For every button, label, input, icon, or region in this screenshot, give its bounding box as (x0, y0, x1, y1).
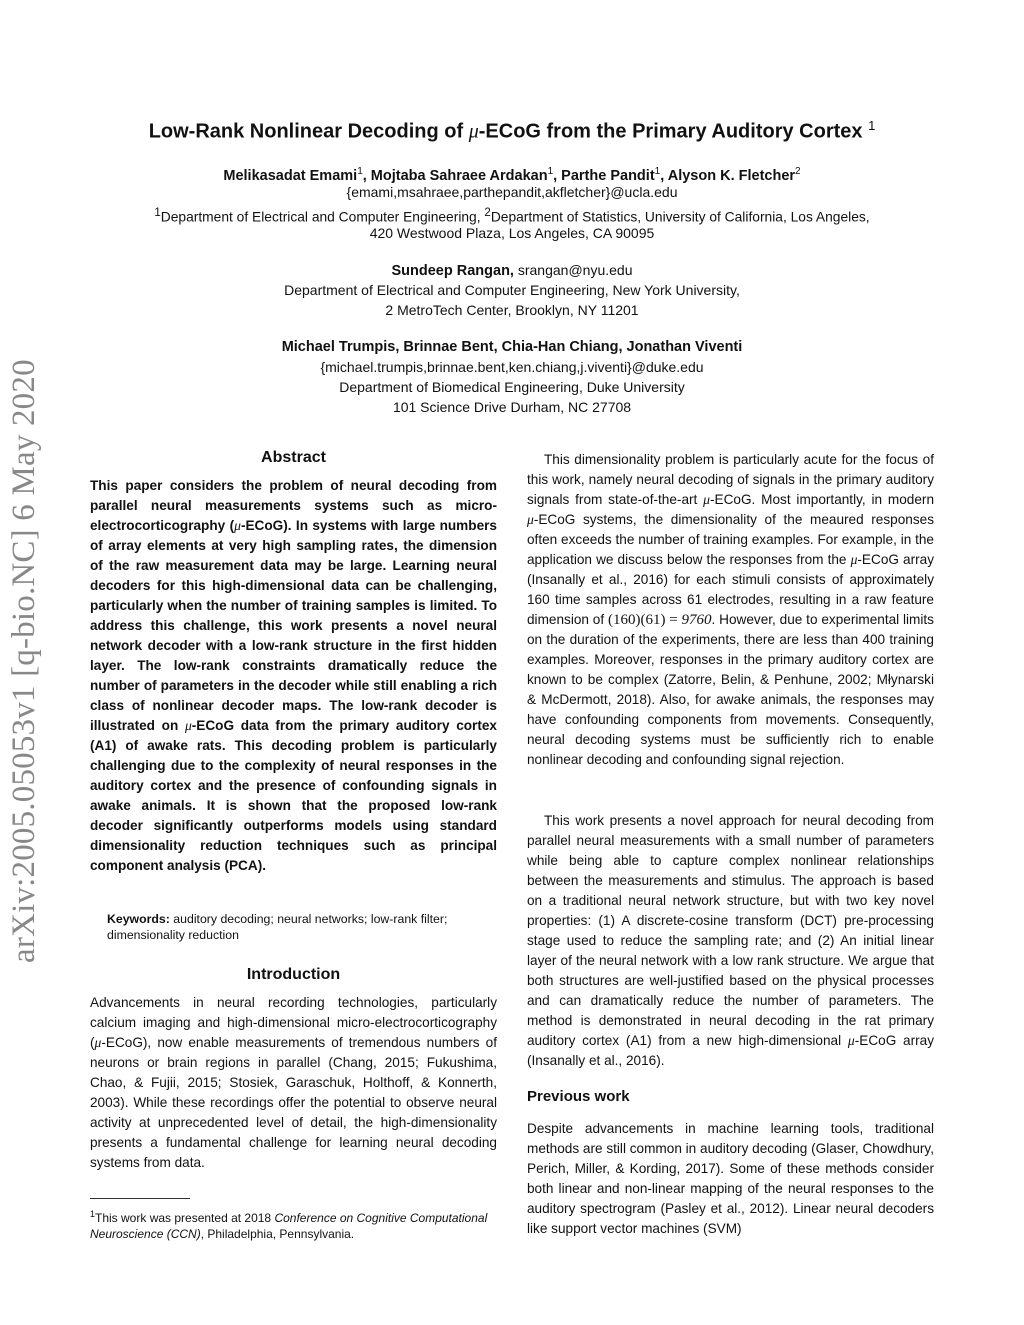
address-group-3: 101 Science Drive Durham, NC 27708 (392, 399, 632, 415)
title-mu: μ (468, 120, 479, 143)
author-rangan: Sundeep Rangan, (391, 263, 514, 279)
email-group-3: {michael.trumpis,brinnae.bent,ken.chiang,j.viventi}@duke.edu (320, 359, 704, 375)
right-paragraph-1: This dimensionality problem is particularly acute for the focus of this work, namely neural decoding of signals in the primary auditory signals from state-of-the-art μ-ECoG. Most importantly, in modern μ-ECoG systems, the dimensionality of the meaured responses often exceeds the number of training examples. For example, in the application we discuss below the responses from the μ-ECoG array (Insanally et al., 2016) for each stimuli consists of approximately 160 time samples across 61 electrodes, resulting in a raw feature dimension of (160)(61) = 9760. However, due to experimental limits on the duration of the experiments, there are less than 400 training examples. Moreover, responses in the primary auditory cortex are known to be complex (Zatorre, Belin, & Penhune, 2002; Młynarski & McDermott, 2018). Also, for awake animals, the responses may have confounding components from movements. Consequently, neural decoding systems must be sufficiently rich to enable nonlinear decoding and confounding signal rejection. (527, 452, 935, 767)
email-group-2: srangan@nyu.edu (517, 262, 633, 278)
dept-group-2: Department of Electrical and Computer Engineering, New York University, (284, 282, 740, 298)
footnote-mark: 1 (90, 1209, 96, 1219)
footnote-text: This work was presented at 2018 Conference on Cognitive Computational Neuroscience (CCN), Philadelphia, Pennsylvania. (90, 1211, 488, 1241)
title-part-1: Low-Rank Nonlinear Decoding of (148, 120, 469, 143)
right-paragraph-2: This work presents a novel approach for neural decoding from parallel neural measurements with a small number of parameters while being able to capture complex nonlinear relationships between the measurements and stimulus. The approach is based on a traditional neural network structure, but with two key novel properties: (1) A discrete-cosine transform (DCT) pre-processing stage used to reduce the sampling rate; and (2) An initial linear layer of the neural network with a low rank structure. We argue that both structures are well-justified based on the physical processes and can dramatically reduce the number of parameters. The method is demonstrated in neural decoding in the rat primary auditory cortex (A1) from a new high-dimensional μ-ECoG array (Insanally et al., 2016). (527, 813, 935, 1068)
authors-group-3: Michael Trumpis, Brinnae Bent, Chia-Han Chiang, Jonathan Viventi (281, 339, 743, 355)
keywords-label: Keywords: (107, 912, 170, 926)
footnote (90, 1206, 497, 1242)
introduction-paragraph: Advancements in neural recording technologies, particularly calcium imaging and high-dimensional micro-electrocorticography (μ-ECoG), now enable measurements of tremendous numbers of neurons or brain regions in parallel (Chang, 2015; Fukushima, Chao, & Fujii, 2015; Stosiek, Garaschuk, Holthoff, & Konnerth, 2003). While these recordings offer the potential to observe neural activity at unprecedented level of detail, the high-dimensionality presents a fundamental challenge for learning neural decoding systems from data. (90, 995, 497, 1170)
authors-group-2 (60, 260, 964, 281)
address-group-2: 2 MetroTech Center, Brooklyn, NY 11201 (385, 302, 639, 318)
arxiv-stamp: arXiv:2005.05053v1 [q-bio.NC] 6 May 2020 (6, 359, 42, 963)
abstract-text: This paper considers the problem of neural decoding from parallel neural measurements systems such as micro-electrocorticography (μ-ECoG). In systems with large numbers of array elements at very high sampling rates, the dimension of the raw measurement data may be large. Learning neural decoders for this high-dimensional data can be challenging, particularly when the number of training samples is limited. To address this challenge, this work presents a novel neural network decoder with a low-rank structure in the first hidden layer. The low-rank constraints dramatically reduce the number of parameters in the decoder while still enabling a rich class of nonlinear decoder maps. The low-rank decoder is illustrated on μ-ECoG data from the primary auditory cortex (A1) of awake rats. This decoding problem is particularly challenging due to the complexity of neural responses in the auditory cortex and the presence of confounding signals in awake animals. It is shown that the proposed low-rank decoder significantly outperforms models using standard dimensionality reduction techniques such as principal component analysis (PCA). (90, 478, 497, 873)
keywords-list: auditory decoding; neural networks; low-rank filter; dimensionality reduction (107, 912, 448, 942)
dept-group-1: $^1$Department of Electrical and Computer Engineering, $^2$Department of Statistics, University of California, Los Angeles, (154, 207, 870, 225)
abstract-heading: Abstract (261, 449, 326, 466)
title-part-2: -ECoG from the Primary Auditory Cortex (478, 120, 863, 143)
email-group-1: {emami,msahraee,parthepandit,akfletcher}@ucla.edu (346, 184, 678, 200)
previous-work-heading: Previous work (527, 1088, 630, 1105)
introduction-heading: Introduction (246, 966, 341, 983)
authors-group-1: Melikasadat Emami$^1$, Mojtaba Sahraee Ardakan$^1$, Parthe Pandit$^1$, Alyson K. Fletcher$^2$ (223, 166, 801, 184)
keywords (107, 911, 497, 943)
footnote-rule (90, 1198, 190, 1199)
right-paragraph-3: Despite advancements in machine learning tools, traditional methods are still common in auditory decoding (Glaser, Chowdhury, Perich, Miller, & Kording, 2017). Some of these methods consider both linear and non-linear mapping of the neural responses to the auditory spectrogram (Pasley et al., 2012). Linear neural decoders like support vector machines (SVM) (527, 1121, 934, 1236)
paper-title (60, 118, 964, 144)
dept-group-3: Department of Biomedical Engineering, Duke University (339, 379, 685, 395)
address-group-1: 420 Westwood Plaza, Los Angeles, CA 90095 (369, 225, 655, 241)
title-footnote-mark: 1 (868, 118, 876, 133)
